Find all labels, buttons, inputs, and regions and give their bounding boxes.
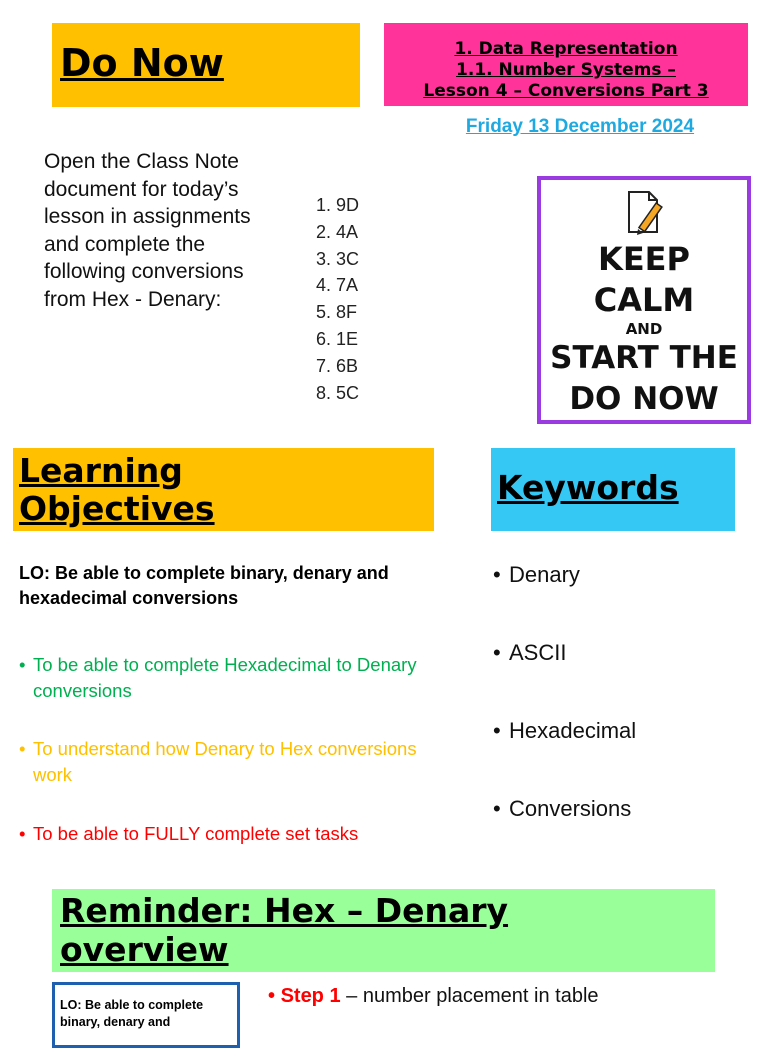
conversion-item: 4. 7A [316, 275, 359, 296]
learning-objectives-title [19, 452, 215, 528]
step-text: – number placement in table [340, 985, 599, 1007]
step-label: Step 1 [280, 985, 341, 1007]
lesson-date: Friday 13 December 2024 [465, 116, 695, 137]
lo-title-line-2: Objectives [19, 489, 215, 528]
keyword-text: Hexadecimal [509, 718, 637, 743]
bullet-icon: • [19, 654, 26, 675]
objective-item [19, 652, 439, 704]
keyword-text: ASCII [509, 640, 567, 665]
keyword-text: Conversions [509, 796, 632, 821]
keyword-text: Denary [509, 562, 580, 587]
step-1 [268, 985, 599, 1008]
bullet-icon: • [493, 562, 501, 587]
bullet-icon: • [19, 823, 26, 844]
bullet-icon: • [268, 985, 281, 1007]
lesson-line-1: 1. Data Representation [454, 39, 678, 59]
objective-item [19, 821, 439, 847]
do-now-banner [52, 23, 360, 107]
lesson-line-2: 1.1. Number Systems – [456, 60, 676, 80]
reminder-title-line-1: Reminder: Hex – Denary [60, 891, 509, 930]
conversion-item: 5. 8F [316, 302, 358, 323]
reminder-title [60, 891, 508, 969]
objective-text: To be able to complete Hexadecimal to Denary conversions [33, 654, 417, 701]
bullet-icon: • [493, 796, 501, 821]
conversion-item: 7. 6B [316, 355, 359, 376]
keep-calm-line-3: AND [625, 320, 663, 338]
keep-calm-line-1: KEEP [598, 240, 690, 278]
lo-statement: LO: Be able to complete binary, denary and hexadecimal conversions [19, 563, 389, 608]
conversion-item: 1. 9D [316, 195, 360, 215]
mini-lo-text: LO: Be able to complete binary, denary and [60, 998, 204, 1029]
do-now-instructions: Open the Class Note document for today’s lesson in assignments and complete the following conversions from Hex - Denary: [44, 150, 251, 311]
keep-calm-line-4: START THE [550, 340, 738, 376]
keyword-item [493, 718, 636, 744]
do-now-title: Do Now [60, 41, 224, 85]
objective-text: To understand how Denary to Hex conversions work [33, 738, 417, 785]
pencil-paper-icon [625, 188, 665, 238]
conversion-item: 3. 3C [316, 248, 360, 269]
mini-lo-box [52, 982, 240, 1048]
keywords-banner [491, 448, 735, 531]
lesson-line-3: Lesson 4 – Conversions Part 3 [423, 81, 709, 101]
conversion-item: 8. 5C [316, 382, 360, 403]
bullet-icon: • [493, 640, 501, 665]
conversion-item: 6. 1E [316, 328, 359, 349]
keywords-title: Keywords [497, 468, 679, 507]
bullet-icon: • [19, 738, 26, 759]
keep-calm-line-5: DO NOW [569, 381, 719, 417]
objective-item [19, 736, 439, 788]
keyword-item [493, 796, 631, 822]
conversion-item: 2. 4A [316, 221, 359, 242]
objective-text: To be able to FULLY complete set tasks [33, 823, 359, 844]
keyword-item [493, 562, 580, 588]
learning-objectives-banner [13, 448, 434, 531]
keep-calm-line-2: CALM [593, 281, 695, 319]
keep-calm-poster [537, 176, 751, 424]
keyword-item [493, 640, 566, 666]
reminder-title-line-2: overview [60, 930, 229, 969]
lo-title-line-1: Learning [19, 451, 183, 490]
bullet-icon: • [493, 718, 501, 743]
lesson-title-banner [384, 23, 748, 106]
reminder-banner [52, 889, 715, 972]
conversion-list [316, 192, 359, 406]
